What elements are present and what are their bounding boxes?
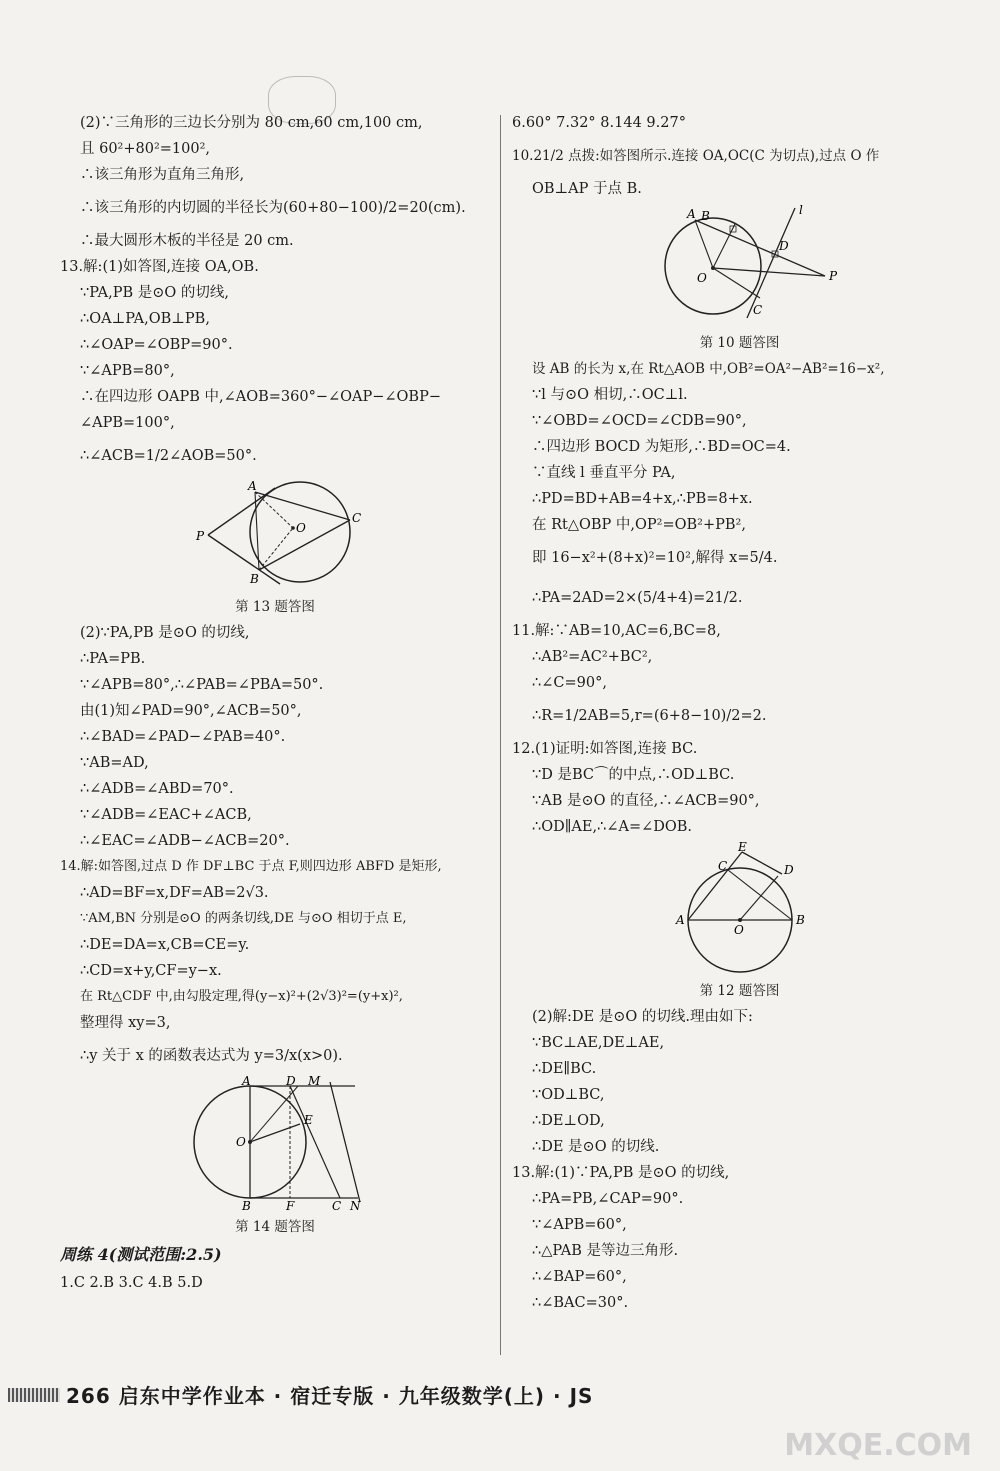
text-line: ∵∠APB=80°,∴∠PAB=∠PBA=50°. xyxy=(80,677,324,693)
text-line: 在 Rt△CDF 中,由勾股定理,得(y−x)²+(2√3)²=(y+x)², xyxy=(80,989,403,1004)
figure-13 xyxy=(60,480,490,590)
svg-text:O: O xyxy=(733,923,744,937)
text-line: ∵l 与⊙O 相切,∴OC⊥l. xyxy=(532,387,688,403)
text-line: ∴R=1/2AB=5,r=(6+8−10)/2=2. xyxy=(532,708,767,724)
text-line: ∴AB²=AC²+BC², xyxy=(532,649,653,665)
text-line: ∴PA=PB,∠CAP=90°. xyxy=(532,1191,684,1207)
text-line: ∴∠ADB=∠ABD=70°. xyxy=(80,781,234,797)
svg-text:A: A xyxy=(248,479,257,493)
svg-text:F: F xyxy=(286,1199,295,1213)
text-line: ∵OD⊥BC, xyxy=(532,1087,605,1103)
figure-10-caption: 第 10 题答图 xyxy=(699,335,780,351)
book-title: 启东中学作业本 · 宿迁专版 · 九年级数学(上) · JS xyxy=(118,1384,594,1408)
text-line: ∵AB 是⊙O 的直径,∴∠ACB=90°, xyxy=(532,793,760,809)
svg-text:N: N xyxy=(350,1199,361,1213)
text-line: ∴∠C=90°, xyxy=(532,675,607,691)
svg-text:P: P xyxy=(196,529,205,543)
svg-text:A: A xyxy=(686,207,696,221)
text-line: ∴DE=DA=x,CB=CE=y. xyxy=(80,937,250,953)
text-line: ∴OA⊥PA,OB⊥PB, xyxy=(80,311,210,327)
text-line: (2)解:DE 是⊙O 的切线.理由如下: xyxy=(532,1009,753,1025)
figure-13-caption: 第 13 题答图 xyxy=(235,599,315,615)
text-line: 10.21/2 点拨:如答图所示.连接 OA,OC(C 为切点),过点 O 作 xyxy=(512,148,880,164)
answers-line: 1.C 2.B 3.C 4.B 5.D xyxy=(60,1275,203,1291)
text-line: ∵D 是BC⌒的中点,∴OD⊥BC. xyxy=(532,767,735,783)
text-line: (2)∵PA,PB 是⊙O 的切线, xyxy=(80,625,250,641)
svg-text:C: C xyxy=(717,859,727,873)
svg-text:M: M xyxy=(308,1074,321,1088)
text-line: 即 16−x²+(8+x)²=10²,解得 x=5/4. xyxy=(532,550,778,566)
text-line: ∵直线 l 垂直平分 PA, xyxy=(532,465,676,481)
text-line: ∠APB=100°, xyxy=(80,415,175,431)
svg-text:B: B xyxy=(242,1199,251,1213)
text-line: 设 AB 的长为 x,在 Rt△AOB 中,OB²=OA²−AB²=16−x², xyxy=(532,361,885,377)
svg-text:A: A xyxy=(675,913,685,927)
column-divider xyxy=(500,115,501,1355)
text-line: 13.解:(1)如答图,连接 OA,OB. xyxy=(60,259,259,275)
text-line: ∴PA=PB. xyxy=(80,651,146,667)
text-line: ∴该三角形为直角三角形, xyxy=(80,167,245,183)
text-line: ∴在四边形 OAPB 中,∠AOB=360°−∠OAP−∠OBP− xyxy=(80,389,441,405)
page-footer xyxy=(0,1378,1000,1414)
text-line: ∴DE⊥OD, xyxy=(532,1113,605,1129)
text-line: ∴CD=x+y,CF=y−x. xyxy=(80,963,222,979)
text-line: OB⊥AP 于点 B. xyxy=(532,181,642,197)
figure-14 xyxy=(60,1074,490,1213)
text-line: ∴∠BAP=60°, xyxy=(532,1269,627,1285)
text-line: 6.60° 7.32° 8.144 9.27° xyxy=(512,115,686,131)
text-line: ∴∠BAC=30°. xyxy=(532,1295,629,1311)
text-line: 且 60²+80²=100², xyxy=(80,141,211,157)
text-line: ∵BC⊥AE,DE⊥AE, xyxy=(532,1035,665,1051)
page-number: 266 xyxy=(66,1384,111,1408)
svg-text:D: D xyxy=(783,863,794,877)
text-line: 14.解:如答图,过点 D 作 DF⊥BC 于点 F,则四边形 ABFD 是矩形, xyxy=(60,859,442,874)
text-line: ∵∠OBD=∠OCD=∠CDB=90°, xyxy=(532,413,747,429)
svg-text:B: B xyxy=(795,913,805,927)
text-line: 整理得 xy=3, xyxy=(80,1015,171,1031)
figure-14-caption: 第 14 题答图 xyxy=(235,1219,315,1235)
svg-text:E: E xyxy=(737,840,747,854)
section-title: 周练 4(测试范围:2.5) xyxy=(60,1245,222,1264)
text-line: 12.(1)证明:如答图,连接 BC. xyxy=(512,741,698,757)
text-line: 13.解:(1)∵PA,PB 是⊙O 的切线, xyxy=(512,1165,730,1181)
svg-text:C: C xyxy=(352,511,362,525)
footer-bar-decoration xyxy=(8,1388,60,1402)
svg-text:B: B xyxy=(700,209,710,223)
svg-text:P: P xyxy=(828,269,837,283)
text-line: ∴DE∥BC. xyxy=(532,1061,597,1077)
text-line: ∴该三角形的内切圆的半径长为(60+80−100)/2=20(cm). xyxy=(80,200,466,216)
text-line: ∴△PAB 是等边三角形. xyxy=(532,1243,679,1259)
text-line: ∵AB=AD, xyxy=(80,755,149,771)
svg-text:B: B xyxy=(250,572,259,586)
svg-text:O: O xyxy=(236,1135,246,1149)
text-line: ∵∠APB=60°, xyxy=(532,1217,627,1233)
text-line: ∴∠OAP=∠OBP=90°. xyxy=(80,337,233,353)
text-line: ∴PD=BD+AB=4+x,∴PB=8+x. xyxy=(532,491,753,507)
text-line: ∴y 关于 x 的函数表达式为 y=3/x(x>0). xyxy=(80,1048,343,1064)
svg-text:D: D xyxy=(778,239,789,253)
figure-10 xyxy=(512,203,967,326)
text-line: ∴∠ACB=1/2∠AOB=50°. xyxy=(80,448,257,464)
svg-text:D: D xyxy=(286,1074,296,1088)
svg-text:C: C xyxy=(752,303,762,317)
text-line: ∴DE 是⊙O 的切线. xyxy=(532,1139,660,1155)
text-line: 11.解:∵AB=10,AC=6,BC=8, xyxy=(512,623,721,639)
text-line: ∴OD∥AE,∴∠A=∠DOB. xyxy=(532,819,693,835)
text-line: (2)∵三角形的三边长分别为 80 cm,60 cm,100 cm, xyxy=(80,115,423,131)
text-line: ∵PA,PB 是⊙O 的切线, xyxy=(80,285,230,301)
text-line: ∵AM,BN 分别是⊙O 的两条切线,DE 与⊙O 相切于点 E, xyxy=(80,911,407,926)
text-line: ∴PA=2AD=2×(5/4+4)=21/2. xyxy=(532,590,743,606)
text-line: 在 Rt△OBP 中,OP²=OB²+PB², xyxy=(532,517,746,533)
text-line: ∴AD=BF=x,DF=AB=2√3. xyxy=(80,885,269,901)
svg-text:A: A xyxy=(242,1074,251,1088)
svg-text:O: O xyxy=(696,271,707,285)
figure-12-caption: 第 12 题答图 xyxy=(699,983,780,999)
text-line: ∴最大圆形木板的半径是 20 cm. xyxy=(80,233,294,249)
svg-text:O: O xyxy=(296,521,306,535)
footer-text xyxy=(66,1380,593,1409)
svg-text:l: l xyxy=(798,203,803,217)
watermark: MXQE.COM xyxy=(784,1428,972,1463)
text-line: 由(1)知∠PAD=90°,∠ACB=50°, xyxy=(80,703,302,719)
text-line: ∴∠EAC=∠ADB−∠ACB=20°. xyxy=(80,833,290,849)
text-line: ∵∠APB=80°, xyxy=(80,363,175,379)
left-column xyxy=(60,110,490,1296)
right-column xyxy=(512,110,967,1316)
svg-text:E: E xyxy=(304,1113,313,1127)
figure-12 xyxy=(512,840,967,974)
text-line: ∴∠BAD=∠PAD−∠PAB=40°. xyxy=(80,729,286,745)
svg-text:C: C xyxy=(332,1199,342,1213)
text-line: ∵∠ADB=∠EAC+∠ACB, xyxy=(80,807,252,823)
text-line: ∴四边形 BOCD 为矩形,∴BD=OC=4. xyxy=(532,439,791,455)
